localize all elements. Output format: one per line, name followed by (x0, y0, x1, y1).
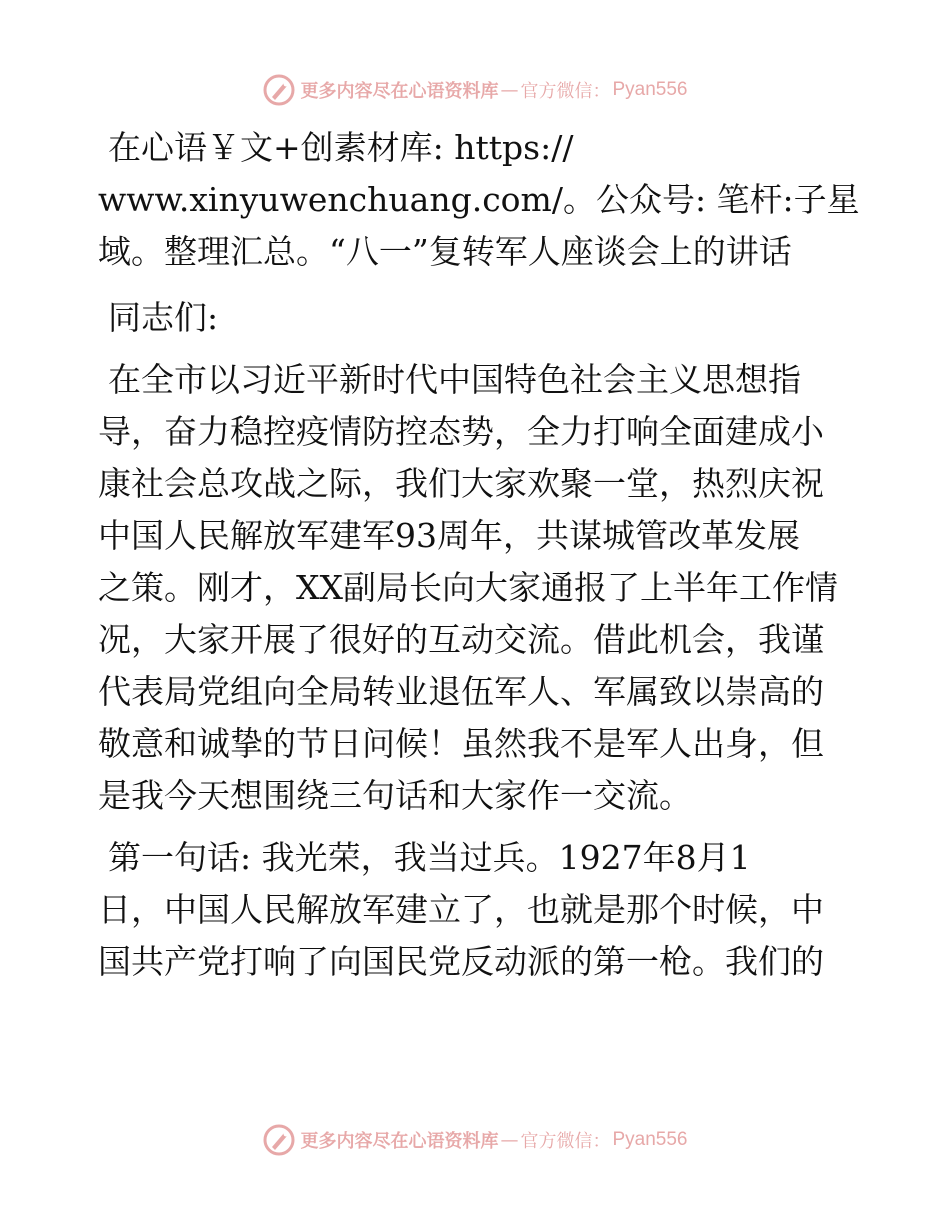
salutation (98, 292, 858, 344)
document-body (98, 122, 858, 998)
paragraph-line: 是我今天想围绕三句话和大家作一交流。 (98, 776, 692, 815)
brand-logo-icon (262, 1123, 296, 1157)
header-line: www.xinyuwenchuang.com/。公众号: 笔杆:子星 (98, 180, 860, 219)
paragraph-1 (98, 354, 858, 822)
brand-logo-icon (262, 73, 296, 107)
paragraph-line: 在全市以习近平新时代中国特色社会主义思想指 (108, 360, 801, 399)
paragraph-2 (98, 832, 858, 988)
paragraph-line: 代表局党组向全局转业退伍军人、军属致以崇高的 (98, 672, 824, 711)
header-line: 在心语￥文+创素材库: https:// (108, 128, 574, 167)
watermark-main-text: 更多内容尽在心语资料库 (300, 81, 499, 102)
watermark-wechat-id: Pyan556 (612, 79, 688, 100)
watermark-sub-text: 官方微信： (520, 81, 611, 102)
paragraph-line: 导，奋力稳控疫情防控态势，全力打响全面建成小 (98, 412, 824, 451)
watermark-sub-text: 官方微信： (520, 1131, 611, 1152)
paragraph-line: 之策。刚才，XX副局长向大家通报了上半年工作情 (98, 568, 838, 607)
header-line: 域。整理汇总。“八一”复转军人座谈会上的讲话 (98, 232, 792, 271)
watermark-banner-bottom (0, 1120, 950, 1160)
paragraph-line: 康社会总攻战之际，我们大家欢聚一堂，热烈庆祝 (98, 464, 824, 503)
paragraph-line: 第一句话: 我光荣，我当过兵。1927年8月1 (108, 838, 751, 877)
document-header (98, 122, 858, 278)
paragraph-line: 国共产党打响了向国民党反动派的第一枪。我们的 (98, 942, 824, 981)
salutation-text: 同志们: (108, 298, 219, 337)
watermark-main-text: 更多内容尽在心语资料库 (300, 1131, 499, 1152)
paragraph-line: 日，中国人民解放军建立了，也就是那个时候，中 (98, 890, 824, 929)
paragraph-line: 况，大家开展了很好的互动交流。借此机会，我谨 (98, 620, 824, 659)
paragraph-line: 敬意和诚挚的节日问候！虽然我不是军人出身，但 (98, 724, 824, 763)
watermark-banner-top (0, 70, 950, 110)
watermark-dash: — (500, 79, 519, 101)
watermark-wechat-id: Pyan556 (612, 1129, 688, 1150)
paragraph-line: 中国人民解放军建军93周年，共谋城管改革发展 (98, 516, 800, 555)
watermark-dash: — (500, 1129, 519, 1151)
